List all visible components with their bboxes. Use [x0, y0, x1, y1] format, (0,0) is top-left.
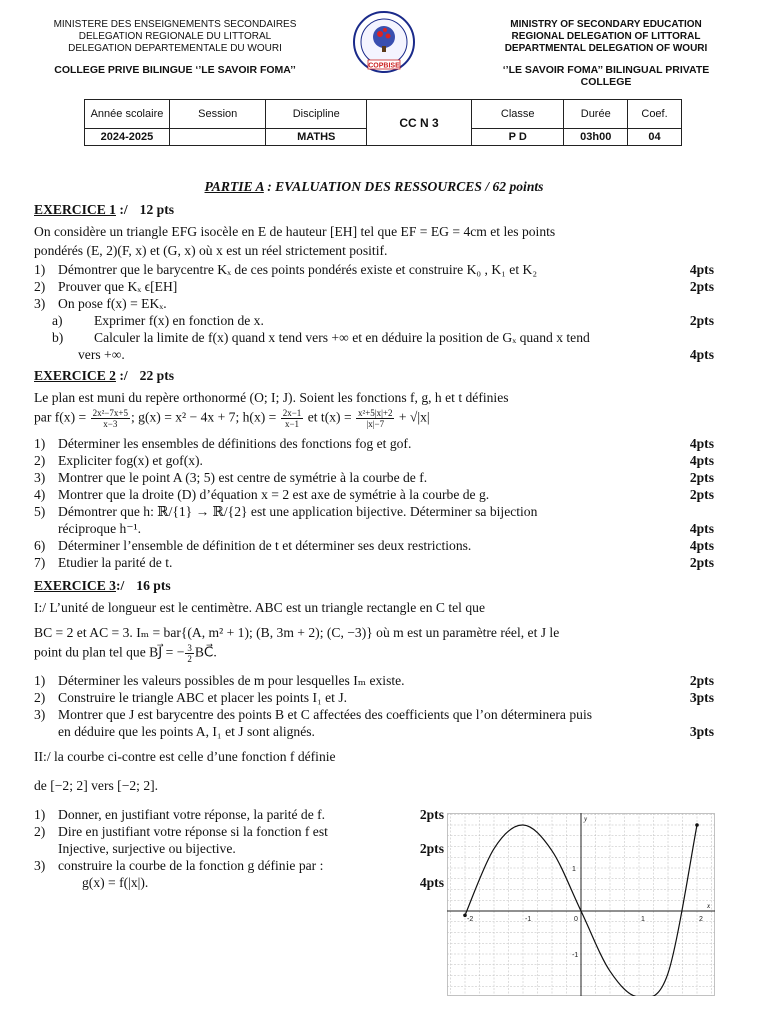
- school-name-en: ‘’LE SAVOIR FOMA’’ BILINGUAL PRIVATE COLLEGE: [502, 64, 710, 88]
- function-graph: [447, 813, 715, 996]
- ex3-part2-intro: de [−2; 2] vers [−2; 2].: [34, 778, 159, 793]
- x-tick-label: -2: [467, 916, 474, 923]
- question-item: 3) Montrer que J est barycentre des points B et C affectées des coefficients que l’on déterminera puis: [34, 707, 593, 722]
- ministry-line-en: MINISTRY OF SECONDARY EDUCATION: [510, 19, 702, 30]
- curve-start-point: [463, 914, 467, 918]
- ex2-intro: Le plan est muni du repère orthonormé (O; I; J). Soient les fonctions f, g, h et t définies: [34, 390, 509, 405]
- question-item: réciproque h⁻¹. 4pts: [58, 521, 714, 536]
- header-right: [486, 19, 726, 88]
- x-tick-label: 2: [699, 916, 703, 923]
- header-cell: Durée: [564, 100, 628, 129]
- question-item: b) Calculer la limite de f(x) quand x tend vers +∞ et en déduire la position de Gₓ quand x tend: [52, 330, 590, 345]
- header-cell: Classe: [472, 100, 564, 129]
- question-item: 1) Déterminer les valeurs possibles de m pour lesquelles Iₘ existe. 2pts: [34, 673, 714, 688]
- question-item: 2) Dire en justifiant votre réponse si la fonction f est: [34, 824, 328, 839]
- logo-text: COPBISE: [368, 62, 400, 70]
- department-line: DELEGATION DEPARTEMENTALE DU WOURI: [68, 43, 282, 54]
- exam-code: CC N 3: [367, 100, 472, 146]
- ex3-part2-intro: II:/ la courbe ci-contre est celle d’une fonction f définie: [34, 749, 336, 764]
- ex3-part2: [34, 748, 444, 891]
- x-tick-label: -1: [525, 916, 532, 923]
- y-tick-label: 1: [572, 866, 576, 873]
- ex2-functions: par f(x) = $\frac{\text{2x²−7x+5}}{x-3}$ ; g(x) = x² − 4x + 7; h(x) = $\frac{2x-1}{x-1}$ et t(x) = $\frac{\text{x²+5|x|+2}}{|x|-7}$ + √|x|: [34, 408, 430, 429]
- value-cell: 04: [628, 129, 682, 146]
- x-tick-label: 1: [641, 916, 645, 923]
- question-item: 3) construire la courbe de la fonction g définie par :: [34, 858, 324, 873]
- question-item: 1) Démontrer que le barycentre Kₓ de ces points pondérés existe et construire K₀ , K₁ et K₂ 4pts: [34, 262, 714, 277]
- ex3-part1-def: BC = 2 et AC = 3. Iₘ = bar{(A, m² + 1); (B, 3m + 2); (C, −3)} où m est un paramètre réel, et J le: [34, 625, 560, 640]
- value-cell: 2024-2025: [85, 129, 170, 146]
- exam-content: [34, 178, 714, 891]
- question-item: 2) Prouver que Kₓ ϵ[EH] 2pts: [34, 279, 714, 294]
- ministry-line: MINISTERE DES ENSEIGNEMENTS SECONDAIRES: [53, 19, 297, 30]
- question-item: 1) Donner, en justifiant votre réponse, la parité de f. 2pts: [34, 807, 444, 822]
- question-item: 1) Déterminer les ensembles de définitions des fonctions fog et gof. 4pts: [34, 436, 714, 451]
- ex3-part1-intro: I:/ L’unité de longueur est le centimètre. ABC est un triangle rectangle en C tel que: [34, 600, 485, 615]
- question-item: 3) On pose f(x) = EKₓ.: [34, 296, 167, 311]
- question-item: en déduire que les points A, I₁ et J sont alignés. 3pts: [58, 724, 714, 739]
- value-cell: MATHS: [266, 129, 367, 146]
- header-cell: Coef.: [628, 100, 682, 129]
- question-item: 3) Montrer que le point A (3; 5) est centre de symétrie à la courbe de f. 2pts: [34, 470, 714, 485]
- question-item: 2) Expliciter fog(x) et gof(x). 4pts: [34, 453, 714, 468]
- ex1-intro: On considère un triangle EFG isocèle en E de hauteur [EH] tel que EF = EG = 4cm et les points: [34, 224, 556, 239]
- value-cell: P D: [472, 129, 564, 146]
- ex3-part1-def: point du plan tel que BJ⃗ = − $\frac{3}{2}$ BC⃗.: [34, 643, 217, 664]
- question-item: 6) Déterminer l’ensemble de définition de t et déterminer ses deux restrictions. 4pts: [34, 538, 714, 553]
- question-item: g(x) = f(|x|). 4pts: [82, 875, 444, 890]
- value-cell: 03h00: [564, 129, 628, 146]
- question-item: vers +∞. 4pts: [78, 347, 714, 362]
- question-item: 5) Démontrer que h: ℝ/{1} → ℝ/{2} est une application bijective. Déterminer sa bijection: [34, 504, 538, 519]
- question-item: 7) Etudier la parité de t. 2pts: [34, 555, 714, 570]
- question-item: Injective, surjective ou bijective. 2pts: [58, 841, 444, 856]
- exercise-3-heading: EXERCICE 3:/ 16 pts: [34, 578, 171, 593]
- header-cell: Discipline: [266, 100, 367, 129]
- y-axis-label: y: [584, 815, 588, 823]
- header-cell: Session: [169, 100, 265, 129]
- school-logo: [340, 10, 428, 74]
- ex1-intro: pondérés (E, 2)(F, x) et (G, x) où x est un réel strictement positif.: [34, 243, 388, 258]
- x-axis-label: x: [707, 902, 711, 910]
- region-line: DELEGATION REGIONALE DU LITTORAL: [78, 31, 272, 42]
- header-left: [40, 19, 310, 76]
- department-line-en: DEPARTMENTAL DELEGATION OF WOURI: [504, 43, 708, 54]
- question-item: 2) Construire le triangle ABC et placer les points I₁ et J. 3pts: [34, 690, 714, 705]
- value-cell: [169, 129, 265, 146]
- school-name: COLLEGE PRIVE BILINGUE ‘’LE SAVOIR FOMA’’: [54, 64, 296, 76]
- header-cell: Année scolaire: [85, 100, 170, 129]
- x-tick-label: 0: [574, 916, 578, 923]
- y-tick-label: -1: [572, 952, 579, 959]
- exercise-2-heading: EXERCICE 2 :/ 22 pts: [34, 368, 175, 383]
- region-line-en: REGIONAL DELEGATION OF LITTORAL: [511, 31, 701, 42]
- curve-end-point: [695, 823, 699, 827]
- part-title: PARTIE A : EVALUATION DES RESSOURCES / 62 points: [204, 179, 544, 194]
- exam-info-table: [84, 99, 682, 146]
- exercise-1-heading: EXERCICE 1 :/ 12 pts: [34, 202, 175, 217]
- question-item: 4) Montrer que la droite (D) d’équation x = 2 est axe de symétrie à la courbe de g. 2pts: [34, 487, 714, 502]
- question-item: a) Exprimer f(x) en fonction de x. 2pts: [52, 313, 714, 328]
